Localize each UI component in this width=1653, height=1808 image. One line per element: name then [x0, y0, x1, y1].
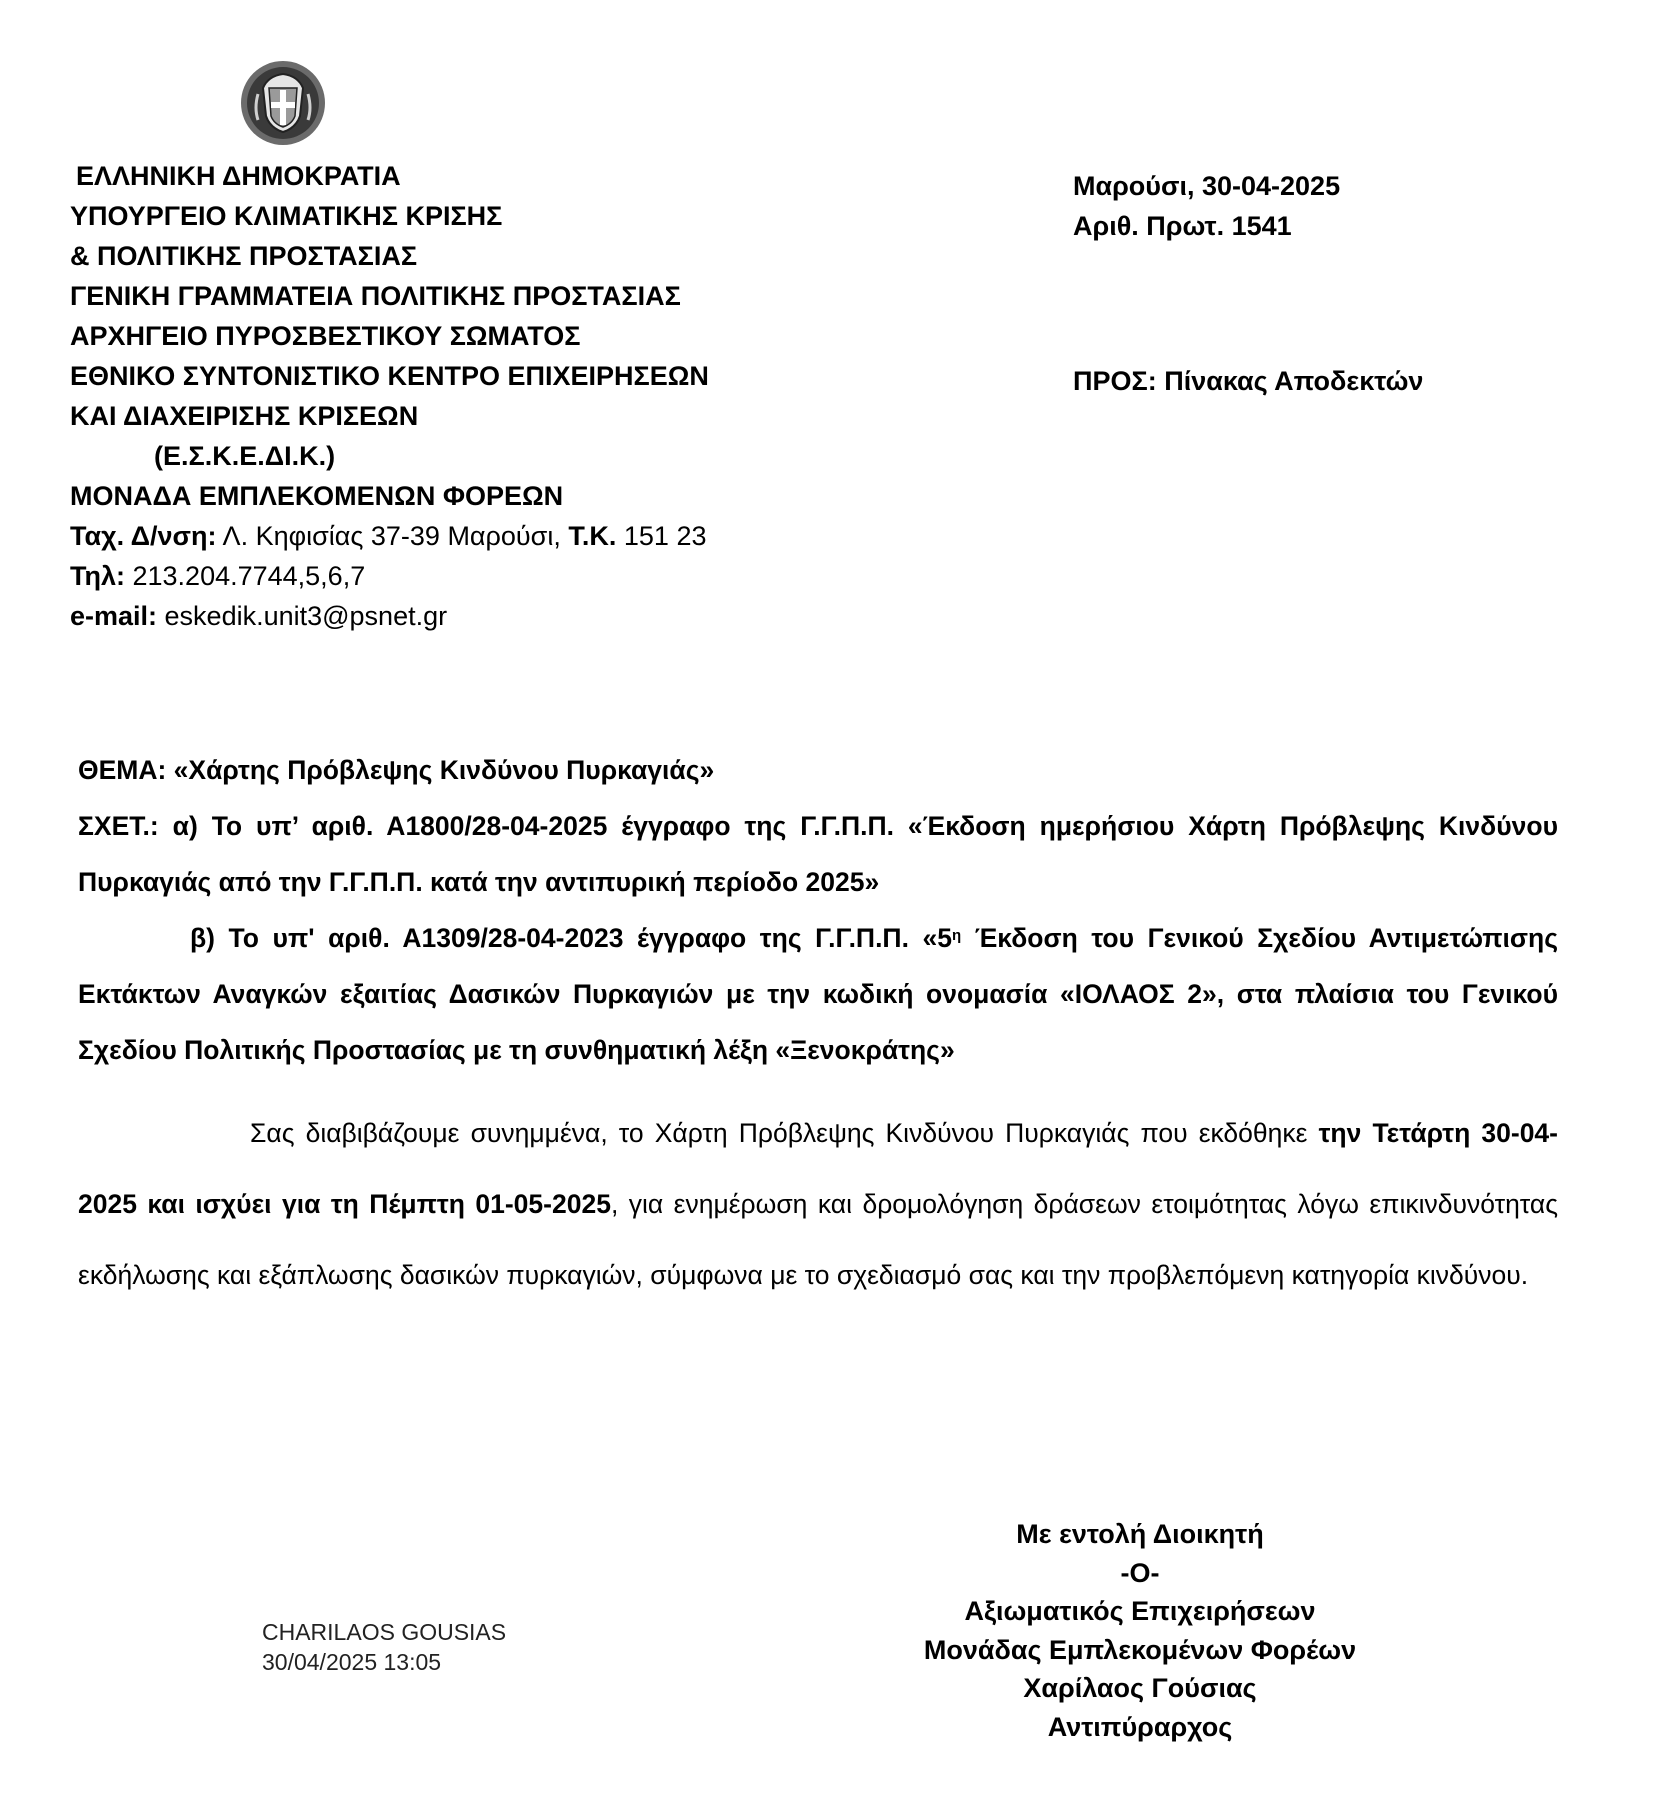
- place-date: Μαρούσι, 30-04-2025: [1073, 171, 1341, 201]
- signature-block: [880, 1515, 1400, 1746]
- postcode-label: Τ.Κ.: [568, 521, 617, 551]
- email-label: e-mail:: [70, 601, 158, 631]
- sender-line: ΚΑΙ ΔΙΑΧΕΙΡΙΣΗΣ ΚΡΙΣΕΩΝ: [70, 401, 419, 431]
- postcode-value: 151 23: [616, 521, 707, 551]
- reference-b-start: β) Το υπ' αριθ. Α1309/28-04-2023 έγγραφο της Γ.Γ.Π.Π. «5: [190, 923, 952, 953]
- signature-line: Μονάδας Εμπλεκομένων Φορέων: [923, 1634, 1357, 1665]
- signature-line: Αντιπύραρχος: [1047, 1711, 1233, 1742]
- reference-a: ΣΧΕΤ.: α) Το υπ’ αριθ. Α1800/28-04-2025 έγγραφο της Γ.Γ.Π.Π. «Έκδοση ημερήσιου Χάρτη Πρόβλεψης Κινδύνου Πυρκαγιάς από την Γ.Γ.Π.Π. κατά την αντιπυρική περίοδο 2025»: [78, 811, 1558, 897]
- sender-line: & ΠΟΛΙΤΙΚΗΣ ΠΡΟΣΤΑΣΙΑΣ: [70, 241, 418, 271]
- sender-line: ΕΘΝΙΚΟ ΣΥΝΤΟΝΙΣΤΙΚΟ ΚΕΝΤΡΟ ΕΠΙΧΕΙΡΗΣΕΩΝ: [70, 361, 709, 391]
- subject-block: [78, 742, 1558, 1078]
- sender-line: (Ε.Σ.Κ.Ε.ΔΙ.Κ.): [154, 441, 336, 471]
- sender-line: ΕΛΛΗΝΙΚΗ ΔΗΜΟΚΡΑΤΙΑ: [76, 161, 401, 191]
- ordinal-superscript: η: [951, 927, 962, 944]
- email-line: [70, 596, 709, 636]
- coat-of-arms-icon: [238, 58, 328, 148]
- signature-line: -Ο-: [1120, 1557, 1160, 1588]
- stamp-name: CHARILAOS GOUSIAS: [262, 1619, 507, 1645]
- reference-b-end: Έκδοση του Γενικού Σχεδίου Αντιμετώπισης Εκτάκτων Αναγκών εξαιτίας Δασικών Πυρκαγιών με την κωδική ονομασία «ΙΟΛΑΟΣ 2», στα πλαίσια του Γενικού Σχεδίου Πολιτικής Προστασίας με τη συνθηματική λέξη «Ξενοκράτης»: [78, 923, 1558, 1065]
- subject-title: ΘΕΜΑ: «Χάρτης Πρόβλεψης Κινδύνου Πυρκαγιάς»: [78, 755, 715, 785]
- sender-block: [70, 156, 709, 636]
- signature-line: Χαρίλαος Γούσιας: [1023, 1673, 1257, 1703]
- sender-line: ΑΡΧΗΓΕΙΟ ΠΥΡΟΣΒΕΣΤΙΚΟΥ ΣΩΜΑΤΟΣ: [70, 321, 581, 351]
- signature-line: Αξιωματικός Επιχειρήσεων: [964, 1596, 1316, 1626]
- body-part-1: Σας διαβιβάζουμε συνημμένα, το Χάρτη Πρόβλεψης Κινδύνου Πυρκαγιάς που εκδόθηκε: [250, 1118, 1319, 1148]
- phone-line: [70, 556, 709, 596]
- body-paragraph: [78, 1098, 1558, 1311]
- body-part-3: , για ενημέρωση και δρομολόγηση δράσεων ετοιμότητας λόγω επικινδυνότητας εκδήλωσης και εξάπλωσης δασικών πυρκαγιών, σύμφωνα με το σχεδιασμό σας και την προβλεπόμενη κατηγορία κινδύνου.: [78, 1189, 1558, 1290]
- sender-line: ΓΕΝΙΚΗ ΓΡΑΜΜΑΤΕΙΑ ΠΟΛΙΤΙΚΗΣ ΠΡΟΣΤΑΣΙΑΣ: [70, 281, 681, 311]
- sender-line: ΥΠΟΥΡΓΕΙΟ ΚΛΙΜΑΤΙΚΗΣ ΚΡΙΣΗΣ: [70, 201, 503, 231]
- sender-line: ΜΟΝΑΔΑ ΕΜΠΛΕΚΟΜΕΝΩΝ ΦΟΡΕΩΝ: [70, 481, 564, 511]
- signature-line: Με εντολή Διοικητή: [1016, 1519, 1264, 1549]
- email-value[interactable]: eskedik.unit3@psnet.gr: [157, 601, 448, 631]
- body-part-2-bold: την Τετάρτη 30-04-2025 και ισχύει για τη Πέμπτη 01-05-2025: [78, 1118, 1558, 1219]
- stamp-datetime: 30/04/2025 13:05: [262, 1649, 442, 1675]
- recipient: ΠΡΟΣ: Πίνακας Αποδεκτών: [1073, 366, 1424, 396]
- protocol-number: Αριθ. Πρωτ. 1541: [1073, 211, 1292, 241]
- document-meta: [1073, 166, 1340, 246]
- phone-label: Τηλ:: [70, 561, 125, 591]
- digital-signature-stamp: [262, 1617, 506, 1677]
- address-line: [70, 516, 709, 556]
- address-value: Λ. Κηφισίας 37-39 Μαρούσι,: [216, 521, 569, 551]
- reference-b: [78, 910, 1558, 1078]
- phone-value: 213.204.7744,5,6,7: [125, 561, 366, 591]
- address-label: Ταχ. Δ/νση:: [70, 521, 217, 551]
